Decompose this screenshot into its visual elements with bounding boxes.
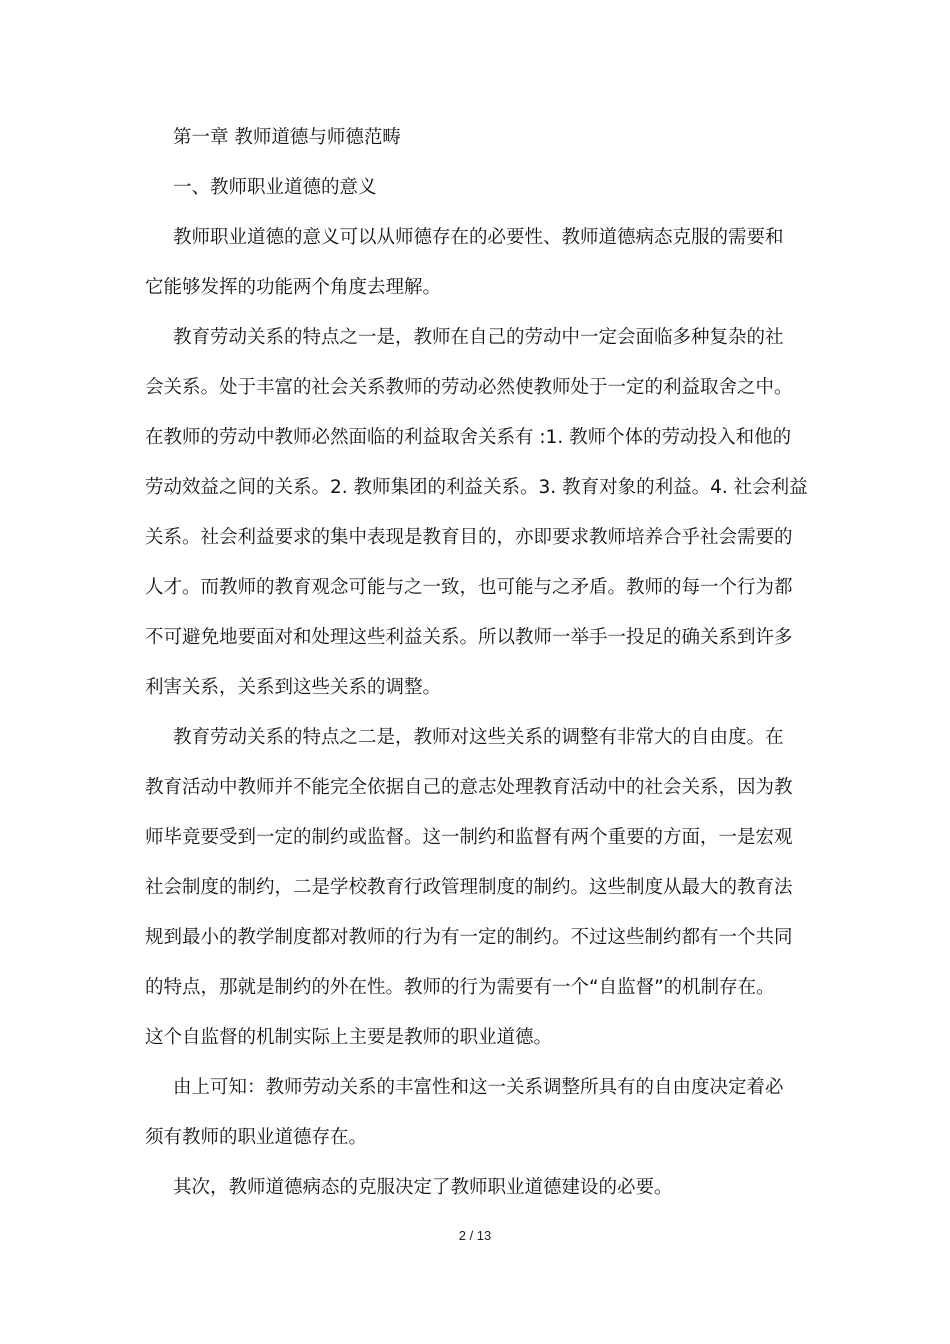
section-title: 一、教师职业道德的意义 (173, 177, 377, 198)
text-line: 利害关系，关系到这些关系的调整。 (145, 677, 442, 698)
document-body (145, 113, 810, 1213)
text-line: 社会制度的制约，二是学校教育行政管理制度的制约。这些制度从最大的教育法 (145, 877, 793, 898)
text-line: 关系。社会利益要求的集中表现是教育目的，亦即要求教师培养合乎社会需要的 (145, 527, 793, 548)
text-line: 它能够发挥的功能两个角度去理解。 (145, 277, 442, 298)
text-line: 规到最小的教学制度都对教师的行为有一定的制约。不过这些制约都有一个共同 (145, 927, 793, 948)
text-line: 须有教师的职业道德存在。 (145, 1127, 368, 1148)
text-line: 在教师的劳动中教师必然面临的利益取舍关系有 :1. 教师个体的劳动投入和他的 (145, 427, 792, 448)
text-line: 人才。而教师的教育观念可能与之一致，也可能与之矛盾。教师的每一个行为都 (145, 577, 793, 598)
text-line: 教师职业道德的意义可以从师德存在的必要性、教师道德病态克服的需要和 (173, 227, 784, 248)
page-number: 2 / 13 (458, 1228, 492, 1243)
text-line: 不可避免地要面对和处理这些利益关系。所以教师一举手一投足的确关系到许多 (145, 627, 793, 648)
text-line: 会关系。处于丰富的社会关系教师的劳动必然使教师处于一定的利益取舍之中。 (145, 377, 793, 398)
text-line: 教育劳动关系的特点之二是，教师对这些关系的调整有非常大的自由度。在 (173, 727, 784, 748)
text-line: 其次，教师道德病态的克服决定了教师职业道德建设的必要。 (173, 1177, 673, 1198)
chapter-title: 第一章 教师道德与师德范畴 (173, 127, 401, 148)
text-line: 劳动效益之间的关系。2. 教师集团的利益关系。3. 教育对象的利益。4. 社会利益 (145, 477, 808, 498)
text-line: 师毕竟要受到一定的制约或监督。这一制约和监督有两个重要的方面，一是宏观 (145, 827, 793, 848)
text-line: 的特点，那就是制约的外在性。教师的行为需要有一个“自监督”的机制存在。 (145, 977, 775, 998)
text-line: 教育劳动关系的特点之一是，教师在自己的劳动中一定会面临多种复杂的社 (173, 327, 784, 348)
text-line: 教育活动中教师并不能完全依据自己的意志处理教育活动中的社会关系，因为教 (145, 777, 793, 798)
text-line: 由上可知：教师劳动关系的丰富性和这一关系调整所具有的自由度决定着必 (173, 1077, 784, 1098)
text-line: 这个自监督的机制实际上主要是教师的职业道德。 (145, 1027, 553, 1048)
